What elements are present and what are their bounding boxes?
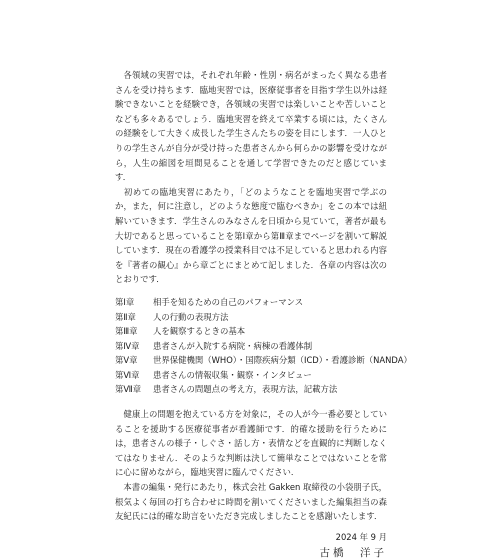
chapter-title: 人の行動の表現方法 xyxy=(153,311,229,322)
chapter-number: 第Ⅱ章 xyxy=(115,311,136,322)
chapter-title: 相手を知るための自己のパフォーマンス xyxy=(153,296,304,307)
chapter-list xyxy=(115,295,412,397)
signature-block xyxy=(115,530,387,560)
chapter-number: 第Ⅵ章 xyxy=(115,369,140,380)
chapter-item xyxy=(115,324,387,339)
chapter-title: 患者さんが入院する病院・病棟の看護体制 xyxy=(153,340,313,351)
chapter-number: 第Ⅶ章 xyxy=(115,384,142,395)
chapter-title: 人を観察するときの基本 xyxy=(153,326,246,337)
chapter-number: 第Ⅲ章 xyxy=(115,326,138,337)
chapter-item xyxy=(115,310,387,325)
chapter-number: 第Ⅰ章 xyxy=(115,296,135,307)
chapter-item xyxy=(115,295,387,310)
chapter-item xyxy=(115,382,387,397)
chapter-title: 世界保健機関（WHO）・国際疾病分類（ICD）・看護診断（NANDA） xyxy=(153,355,412,366)
author-name: 古橋 洋子 xyxy=(319,546,387,559)
chapter-number: 第Ⅴ章 xyxy=(115,355,138,366)
preface-page xyxy=(115,68,412,560)
chapter-title: 患者さんの問題点の考え方，表現方法，記載方法 xyxy=(153,384,338,395)
closing-paragraph-1: 健康上の問題を抱えている方を対象に，その人が今一番必要としていることを援助する医療従事者が看護師です．的確な援助を行うためには，患者さんの様子・しぐさ・話し方・表情などを直観的に判断しなくてはなりません．そのような判断は決して簡単なことではないことを常に心に留めながら，臨地実習に臨んでください． xyxy=(115,409,387,478)
chapter-item xyxy=(115,353,412,368)
intro-paragraph-1: 各領域の実習では，それぞれ年齢・性別・病名がまったく異なる患者さんを受け持ちます．臨地実習では，医療従事者を目指す学生以外は経験できないことを経験でき，各領域の実習では楽しいことや苦しいことなども多々あるでしょう．臨地実習を終えて卒業する頃には，たくさんの経験をして大きく成長した学生さんたちの姿を目にします．一人ひとりの学生さんが自分が受け持った患者さんから何らかの影響を受けながら，人生の縮図を垣間見ることを通して学習できたのだと感じています． xyxy=(115,70,387,183)
signature-date: 2024 年 9 月 xyxy=(335,531,387,542)
chapter-title: 患者さんの情報収集・観察・インタビュー xyxy=(153,369,312,380)
closing-paragraph-2: 本書の編集・発行にあたり，株式会社 Gakken 取締役の小袋朋子氏，根気よく毎回の打ち合わせに時間を割いてくださいました編集担当の森 友紀氏には的確な助言をいただき完成しましたことを感謝いたします． xyxy=(115,482,396,522)
chapter-item xyxy=(115,368,387,383)
intro-paragraph-2: 初めての臨地実習にあたり，「どのようなことを臨地実習で学ぶのか，また，何に注意し，どのような態度で臨むべきか」をこの本では紐解いていきます．学生さんのみなさんを日頃から見ていて，著者が最も大切であると思っていることを第Ⅰ章から第Ⅲ章までページを割いて解説しています．現在の看護学の授業科目では不足していると思われる内容を『著者の観心』から章ごとにまとめて記しました．各章の内容は次のとおりです． xyxy=(115,186,387,285)
chapter-number: 第Ⅳ章 xyxy=(115,340,140,351)
chapter-item xyxy=(115,339,387,354)
